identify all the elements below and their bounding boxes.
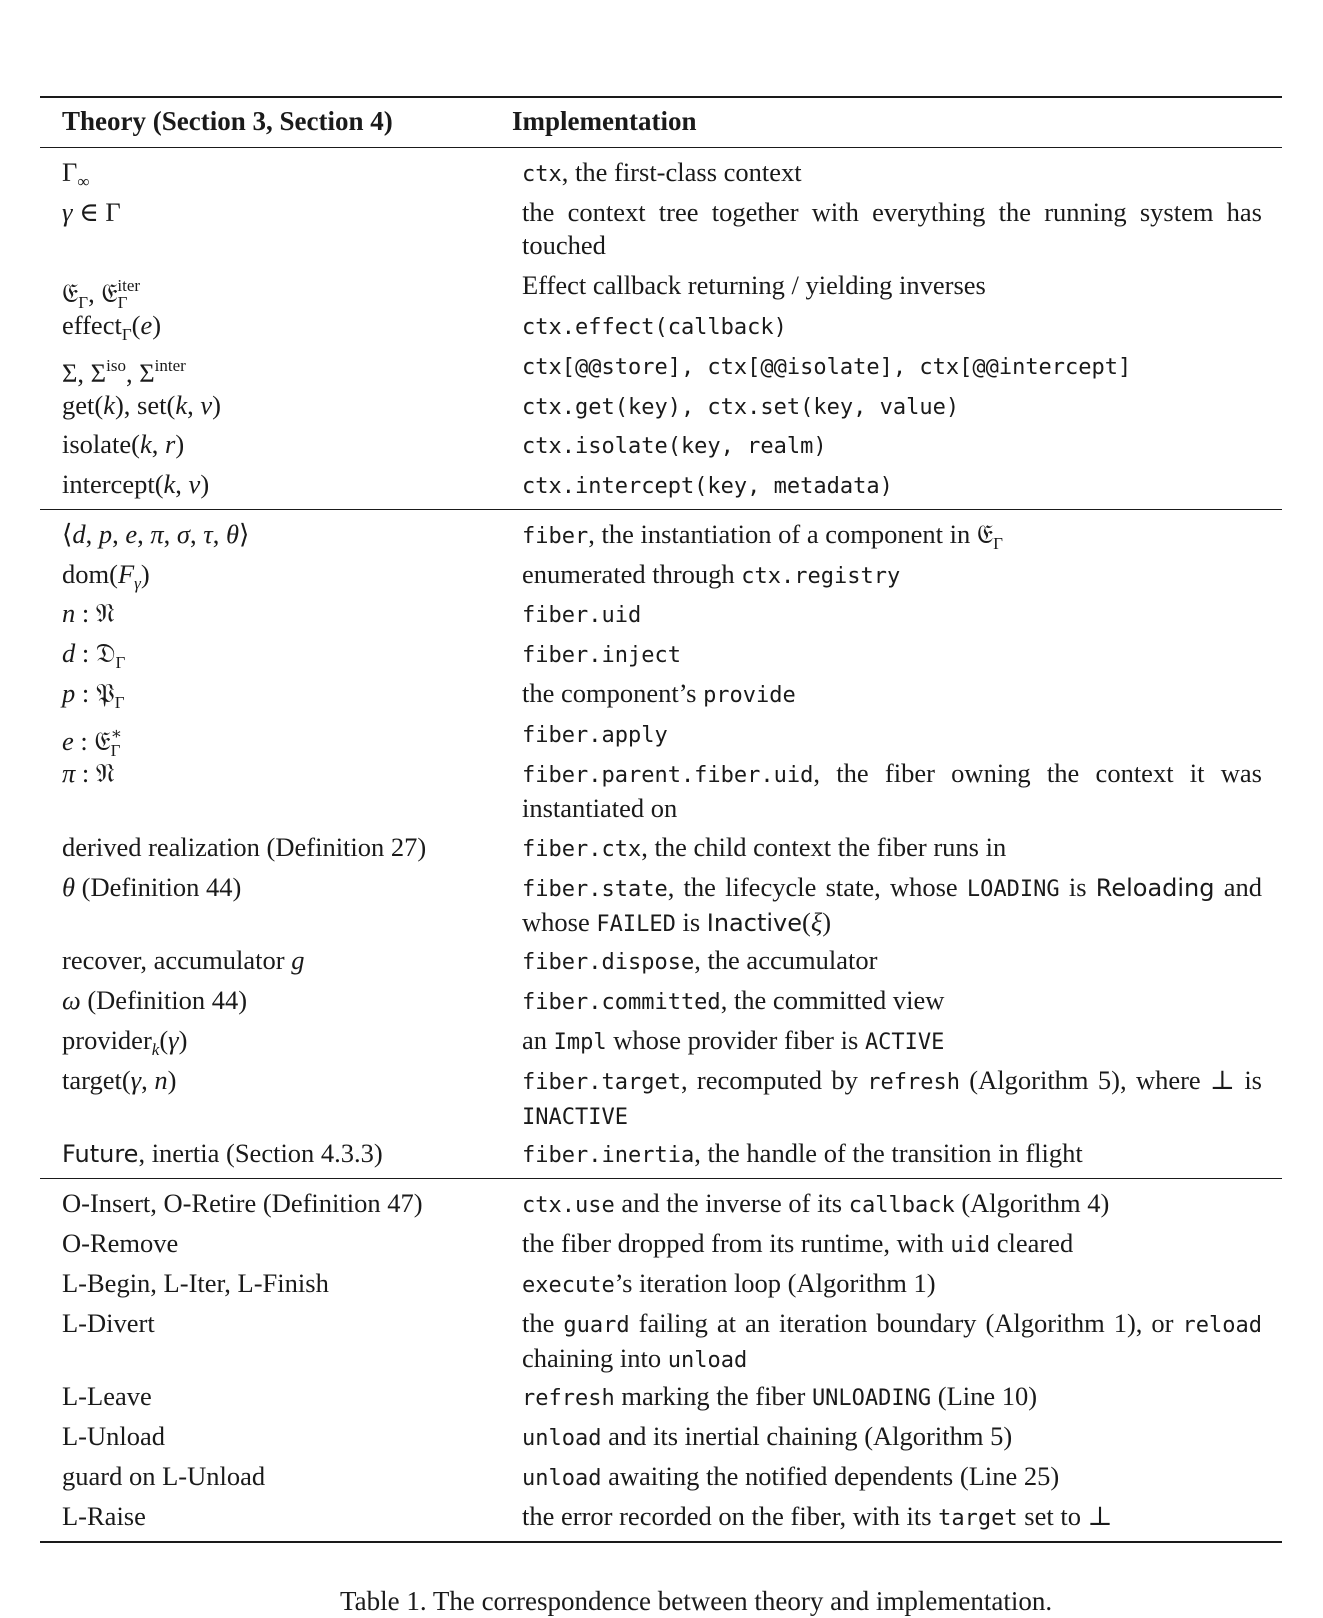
table-row-impl: the fiber dropped from its runtime, with uid cleared xyxy=(522,1228,1074,1258)
table-row-theory: θ (Definition 44) xyxy=(62,872,242,902)
table-row-theory: isolate(k, r) xyxy=(62,429,185,459)
table-row-theory: γ ∈ Γ xyxy=(62,197,121,227)
table-row-theory: n : 𝔑 xyxy=(62,598,115,628)
table-row-theory: Σ, $\Sigma^{iso}$, $\Sigma^{inter}$ xyxy=(62,356,186,388)
table-row-theory: recover, accumulator g xyxy=(62,945,305,975)
table-row-impl: the error recorded on the fiber, with its target set to ⊥ xyxy=(522,1501,1113,1531)
table-row-theory: guard on L-Unload xyxy=(62,1461,266,1491)
table-row-impl: fiber.inject xyxy=(522,643,681,668)
table-row-impl: unload and its inertial chaining (Algorithm 5) xyxy=(522,1421,1013,1451)
table-row-theory: π : 𝔑 xyxy=(62,758,115,788)
table-row-theory: e : 𝔈$_\Gamma$∗ xyxy=(62,724,123,760)
table-row-impl: fiber.ctx, the child context the fiber runs in xyxy=(522,832,1007,862)
table-row-theory: p : 𝔓$_\Gamma$ xyxy=(62,678,125,712)
header-theory: Theory (Section 3, Section 4) xyxy=(62,106,393,136)
table-top-rule xyxy=(40,96,1282,98)
table-bottom-rule xyxy=(40,1541,1282,1543)
table-row-impl: ctx, the first-class context xyxy=(522,157,802,187)
table-row-theory: L-Divert xyxy=(62,1308,155,1338)
table-row-theory: L-Leave xyxy=(62,1381,152,1411)
table-row-theory: get(k), set(k, v) xyxy=(62,390,221,420)
table-row-theory: 𝔈$_\Gamma$, 𝔈$_\Gamma^{iter}$ xyxy=(62,276,141,312)
table-row-impl: fiber.committed, the committed view xyxy=(522,985,945,1015)
table-row-theory: d : 𝔇$_\Gamma$ xyxy=(62,638,126,672)
header-implementation: Implementation xyxy=(512,106,697,136)
table-row-theory: provider$_k$(γ) xyxy=(62,1025,188,1059)
table-row-impl: ctx.get(key), ctx.set(key, value) xyxy=(522,395,960,420)
table-row-impl: Effect callback returning / yielding inverses xyxy=(522,270,986,300)
table-row-theory: $dom(F_\gamma)$ xyxy=(62,559,150,593)
table-row-theory: target(γ, n) xyxy=(62,1065,177,1095)
table-row-impl: the component’s provide xyxy=(522,678,796,708)
table-row-theory: O-Remove xyxy=(62,1228,179,1258)
table-row-impl: fiber.apply xyxy=(522,723,668,748)
table-row-theory: intercept(k, ν) xyxy=(62,469,210,499)
table-row-impl: an Impl whose provider fiber is ACTIVE xyxy=(522,1025,945,1055)
table-row-theory: L-Raise xyxy=(62,1501,146,1531)
table-row-impl: fiber.parent.fiber.uid, the fiber owning the context it was instantiated on xyxy=(522,758,1262,823)
table-row-theory: O-Insert, O-Retire (Definition 47) xyxy=(62,1188,423,1218)
table-row-impl: execute’s iteration loop (Algorithm 1) xyxy=(522,1268,936,1298)
table-row-impl: ctx.effect(callback) xyxy=(522,315,787,340)
table-row-impl: fiber.state, the lifecycle state, whose LOADING is Reloading and whose FAILED is Inactive(ξ) xyxy=(522,872,1262,937)
table-row-impl: ctx.intercept(key, metadata) xyxy=(522,474,893,499)
group-rule xyxy=(40,1178,1282,1179)
table-row-theory: L-Begin, L-Iter, L-Finish xyxy=(62,1268,329,1298)
table-row-impl: fiber, the instantiation of a component in 𝔈$_\Gamma$ xyxy=(522,519,1003,553)
table-row-theory: Future, inertia (Section 4.3.3) xyxy=(62,1138,383,1168)
table-row-impl: ctx[@@store], ctx[@@isolate], ctx[@@intercept] xyxy=(522,355,1132,380)
table-row-theory: ω (Definition 44) xyxy=(62,985,248,1015)
table-row-impl: the guard failing at an iteration boundary (Algorithm 1), or reload chaining into unload xyxy=(522,1308,1263,1373)
table-row-impl: unload awaiting the notified dependents (Line 25) xyxy=(522,1461,1060,1491)
table-row-impl: enumerated through ctx.registry xyxy=(522,559,901,589)
table-row-theory: effect$_\Gamma$(e) xyxy=(62,310,162,344)
table-row-impl: fiber.inertia, the handle of the transition in flight xyxy=(522,1138,1083,1168)
table-row-theory: derived realization (Definition 27) xyxy=(62,832,427,862)
table-row-impl: refresh marking the fiber UNLOADING (Line 10) xyxy=(522,1381,1038,1411)
table-row-impl: fiber.uid xyxy=(522,603,642,628)
table-row-impl: ctx.isolate(key, realm) xyxy=(522,434,827,459)
table-row-theory: L-Unload xyxy=(62,1421,166,1451)
table-row-impl: ctx.use and the inverse of its callback (Algorithm 4) xyxy=(522,1188,1110,1218)
table-row-impl: fiber.target, recomputed by refresh (Algorithm 5), where ⊥ is INACTIVE xyxy=(522,1065,1262,1130)
table-row-impl: the context tree together with everything the running system has touched xyxy=(522,197,1262,260)
table-row-impl: fiber.dispose, the accumulator xyxy=(522,945,878,975)
header-rule xyxy=(40,147,1282,148)
table-caption: Table 1. The correspondence between theory and implementation. xyxy=(340,1586,1053,1616)
table-row-theory: $\Gamma_\infty$ xyxy=(62,157,90,191)
group-rule xyxy=(40,509,1282,510)
table-row-theory: ⟨d, p, e, π, σ, τ, θ⟩ xyxy=(62,519,250,549)
